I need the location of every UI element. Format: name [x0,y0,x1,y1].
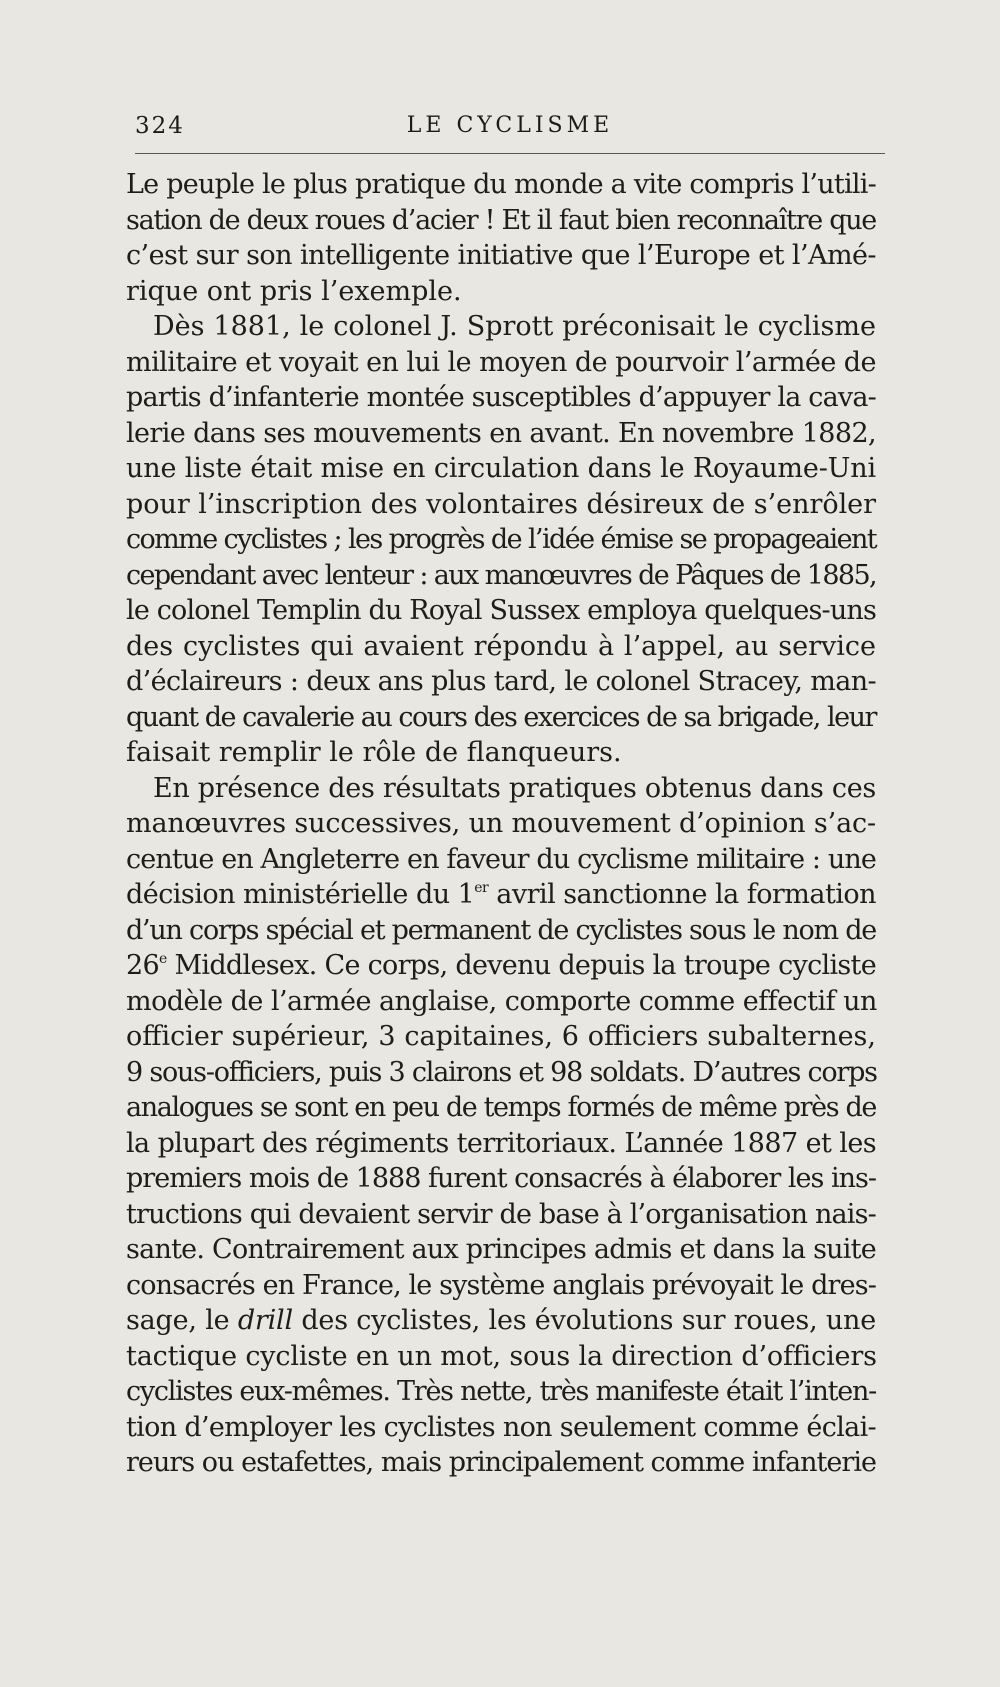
text-line: d’éclaireurs : deux ans plus tard, le colonel Stracey, man- [126,666,876,697]
text-line: militaire et voyait en lui le moyen de pourvoir l’armée de [126,346,876,378]
page-number: 324 [135,113,185,139]
text-line: la plupart des régiments territoriaux. L’année 1887 et les [126,1127,876,1159]
text-line: centue en Angleterre en faveur du cyclisme militaire : une [126,843,876,875]
text-fragment: décision ministérielle du 1 [126,879,475,910]
text-line: officier supérieur, 3 capitaines, 6 officiers subalternes, [126,1021,876,1052]
text-line: tactique cycliste en un mot, sous la direction d’officiers [126,1340,877,1372]
text-fragment: Middlesex. Ce corps, devenu depuis la troupe cycliste [166,950,876,981]
text-fragment: des cyclistes, les évolutions sur roues, une [292,1305,877,1336]
text-line: lerie dans ses mouvements en avant. En novembre 1882, [126,417,876,449]
text-line: d’un corps spécial et permanent de cyclistes sous le nom de [126,914,876,946]
superscript: er [474,880,489,896]
text-line: partis d’infanterie montée susceptibles d’appuyer la cava- [126,382,876,413]
text-line: le colonel Templin du Royal Sussex employa quelques-uns [126,595,876,626]
text-line: sante. Contrairement aux principes admis et dans la suite [126,1234,876,1265]
text-line: manœuvres successives, un mouvement d’opinion s’ac- [126,808,876,839]
italic-word: drill [237,1305,293,1336]
text-line: reurs ou estafettes, mais principalement comme infanterie [126,1447,876,1478]
text-line: une liste était mise en circulation dans le Royaume-Uni [126,453,876,484]
text-line: modèle de l’armée anglaise, comporte comme effectif un [126,985,877,1017]
header-rule [135,153,885,154]
text-line: comme cyclistes ; les progrès de l’idée émise se propageaient [126,524,876,555]
text-line: cependant avec lenteur : aux manœuvres de Pâques de 1885, [126,559,876,591]
text-line [126,1303,876,1339]
text-line: rique ont pris l’exemple. [126,275,462,307]
running-title: LE CYCLISME [406,113,614,138]
body-text [126,167,876,1481]
text-line: cyclistes eux-mêmes. Très nette, très manifeste était l’inten- [126,1376,876,1407]
text-line: pour l’inscription des volontaires désireux de s’enrôler [126,488,876,520]
text-line: des cyclistes qui avaient répondu à l’appel, au service [126,630,876,662]
text-line: consacrés en France, le système anglais prévoyait le dres- [126,1269,876,1301]
text-line: Dès 1881, le colonel J. Sprott préconisait le cyclisme [153,311,876,342]
text-line: Le peuple le plus pratique du monde a vite compris l’utili- [126,169,876,200]
text-line: premiers mois de 1888 furent consacrés à élaborer les ins- [126,1163,876,1194]
text-line: c’est sur son intelligente initiative que l’Europe et l’Amé- [126,240,876,271]
text-line: analogues se sont en peu de temps formés de même près de [126,1092,876,1123]
running-head [135,111,885,147]
text-fragment: sage, le [126,1305,238,1336]
text-line: tructions qui devaient servir de base à l’organisation nais- [126,1198,876,1230]
text-line [126,948,876,984]
text-line: 9 sous-officiers, puis 3 clairons et 98 soldats. D’autres corps [126,1056,877,1088]
text-line: tion d’employer les cyclistes non seulement comme éclai- [126,1411,876,1443]
text-line: quant de cavalerie au cours des exercices de sa brigade, leur [126,701,876,733]
superscript: e [158,951,167,967]
text-line: En présence des résultats pratiques obtenus dans ces [153,772,876,804]
text-line: faisait remplir le rôle de flanqueurs. [126,737,622,768]
text-line [126,877,876,913]
text-fragment: avril sanctionne la formation [488,879,876,910]
text-line: sation de deux roues d’acier ! Et il faut bien reconnaître que [126,204,876,236]
text-fragment: 26 [126,950,159,981]
